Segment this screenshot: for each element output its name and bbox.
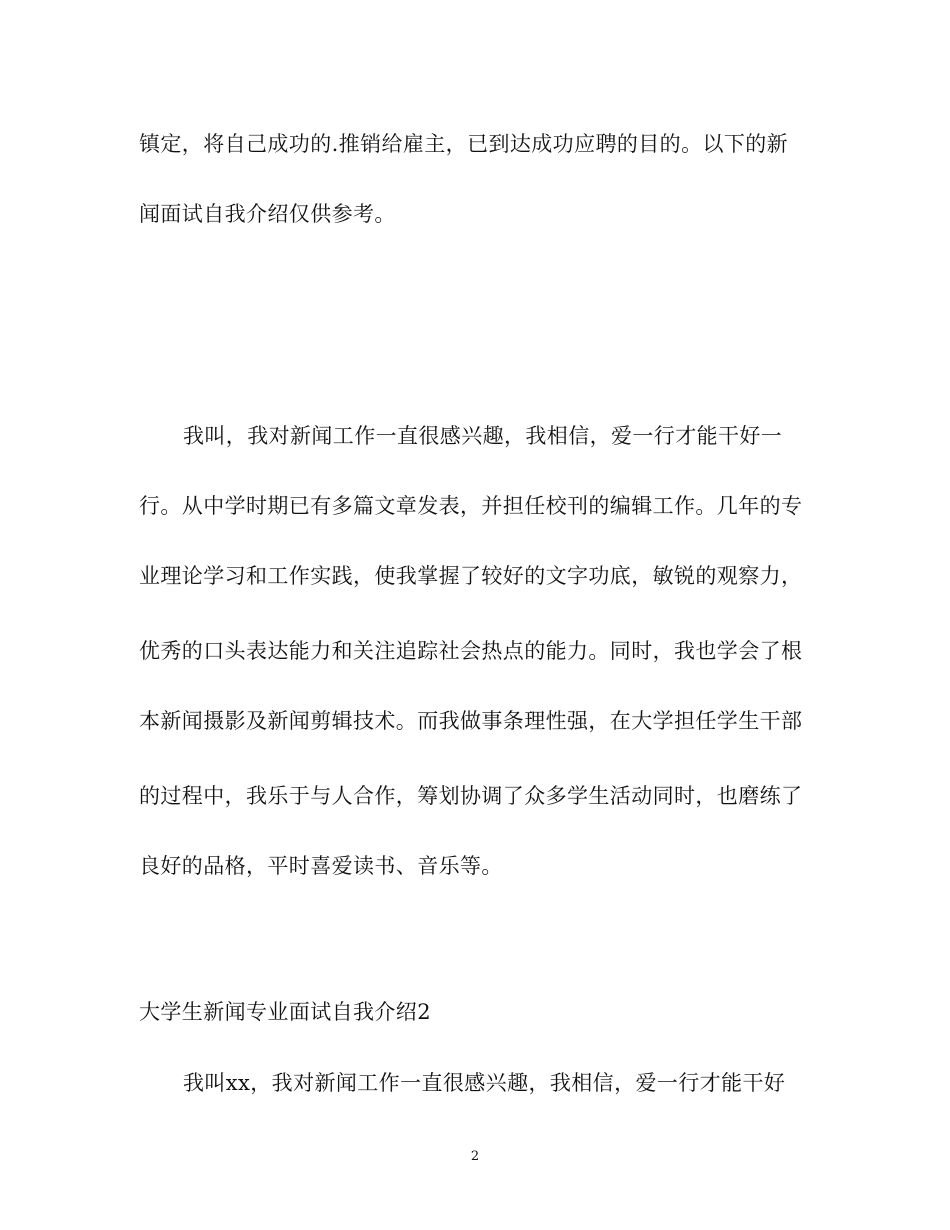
intro-line-1: 镇定，将自己成功的.推销给雇主，已到达成功应聘的目的。以下的新 xyxy=(139,132,789,156)
paragraph-1-line-1: 我叫，我对新闻工作一直很感兴趣，我相信，爱一行才能干好一 xyxy=(183,424,783,448)
paragraph-1-line-4: 优秀的口头表达能力和关注追踪社会热点的能力。同时，我也学会了根 xyxy=(139,639,803,663)
paragraph-1-line-2: 行。从中学时期已有多篇文章发表，并担任校刊的编辑工作。几年的专 xyxy=(139,494,803,518)
paragraph-1-line-6: 的过程中，我乐于与人合作，筹划协调了众多学生活动同时，也磨练了 xyxy=(139,784,803,808)
paragraph-1-line-3: 业理论学习和工作实践，使我掌握了较好的文字功底，敏锐的观察力， xyxy=(139,564,803,588)
paragraph-2-line-1: 我叫xx，我对新闻工作一直很感兴趣，我相信，爱一行才能干好 xyxy=(183,1071,786,1095)
section-title: 大学生新闻专业面试自我介绍2 xyxy=(139,1000,431,1024)
paragraph-1-line-7: 良好的品格，平时喜爱读书、音乐等。 xyxy=(139,854,503,878)
paragraph-1-line-5: 本新闻摄影及新闻剪辑技术。而我做事条理性强，在大学担任学生干部 xyxy=(139,709,803,733)
page-number: 2 xyxy=(470,1149,480,1164)
intro-line-2: 闻面试自我介绍仅供参考。 xyxy=(139,202,396,226)
